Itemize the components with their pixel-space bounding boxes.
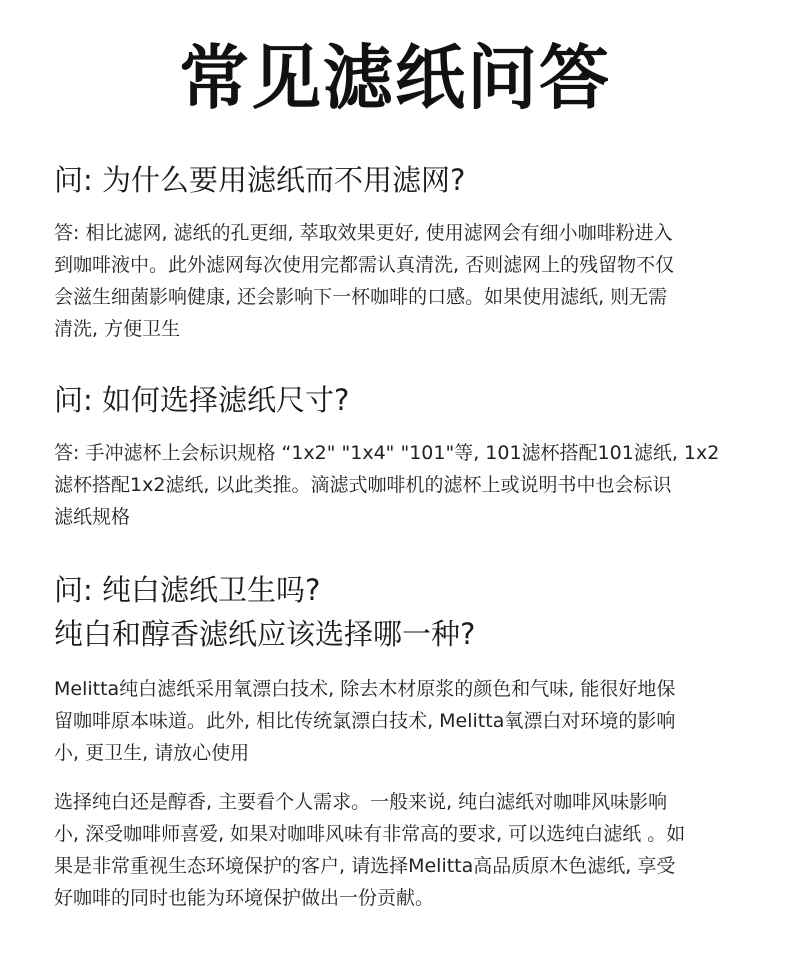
answer-line: 到咖啡液中。此外滤网每次使用完都需认真清洗, 否则滤网上的残留物不仅 bbox=[54, 254, 675, 276]
answer-2 bbox=[54, 437, 744, 533]
answer-line: 留咖啡原本味道。此外, 相比传统氯漂白技术, Melitta氧漂白对环境的影响 bbox=[54, 710, 676, 732]
answer-line: Melitta纯白滤纸采用氧漂白技术, 除去木材原浆的颜色和气味, 能很好地保 bbox=[54, 678, 676, 700]
answer-line: 好咖啡的同时也能为环境保护做出一份贡献。 bbox=[54, 887, 435, 909]
answer-1 bbox=[54, 217, 744, 345]
answer-line: 答: 相比滤网, 滤纸的孔更细, 萃取效果更好, 使用滤网会有细小咖啡粉进入 bbox=[54, 222, 673, 244]
question-1 bbox=[54, 158, 744, 202]
answer-line: 答: 手冲滤杯上会标识规格 “1x2" "1x4" "101"等, 101滤杯搭配101滤纸, 1x2 bbox=[54, 442, 720, 464]
answer-line: 清洗, 方便卫生 bbox=[54, 318, 181, 340]
answer-line: 果是非常重视生态环境保护的客户, 请选择Melitta高品质原木色滤纸, 享受 bbox=[54, 855, 676, 877]
answer-line: 滤杯搭配1x2滤纸, 以此类推。滴滤式咖啡机的滤杯上或说明书中也会标识 bbox=[54, 474, 672, 496]
answer-line: 会滋生细菌影响健康, 还会影响下一杯咖啡的口感。如果使用滤纸, 则无需 bbox=[54, 286, 668, 308]
question-line: 问: 如何选择滤纸尺寸? bbox=[54, 383, 350, 417]
answer-line: 小, 更卫生, 请放心使用 bbox=[54, 742, 250, 764]
answer-line: 选择纯白还是醇香, 主要看个人需求。一般来说, 纯白滤纸对咖啡风味影响 bbox=[54, 791, 668, 813]
question-2 bbox=[54, 378, 744, 422]
answer-line: 小, 深受咖啡师喜爱, 如果对咖啡风味有非常高的要求, 可以选纯白滤纸 。如 bbox=[54, 823, 686, 845]
answer-3a bbox=[54, 673, 744, 769]
question-line: 问: 纯白滤纸卫生吗? bbox=[54, 573, 321, 607]
answer-3b bbox=[54, 786, 744, 914]
answer-line: 滤纸规格 bbox=[54, 506, 131, 528]
question-3 bbox=[54, 568, 744, 656]
page-title: 常见滤纸问答 bbox=[179, 37, 611, 119]
question-line: 问: 为什么要用滤纸而不用滤网? bbox=[54, 163, 466, 197]
question-line: 纯白和醇香滤纸应该选择哪一种? bbox=[54, 617, 476, 651]
